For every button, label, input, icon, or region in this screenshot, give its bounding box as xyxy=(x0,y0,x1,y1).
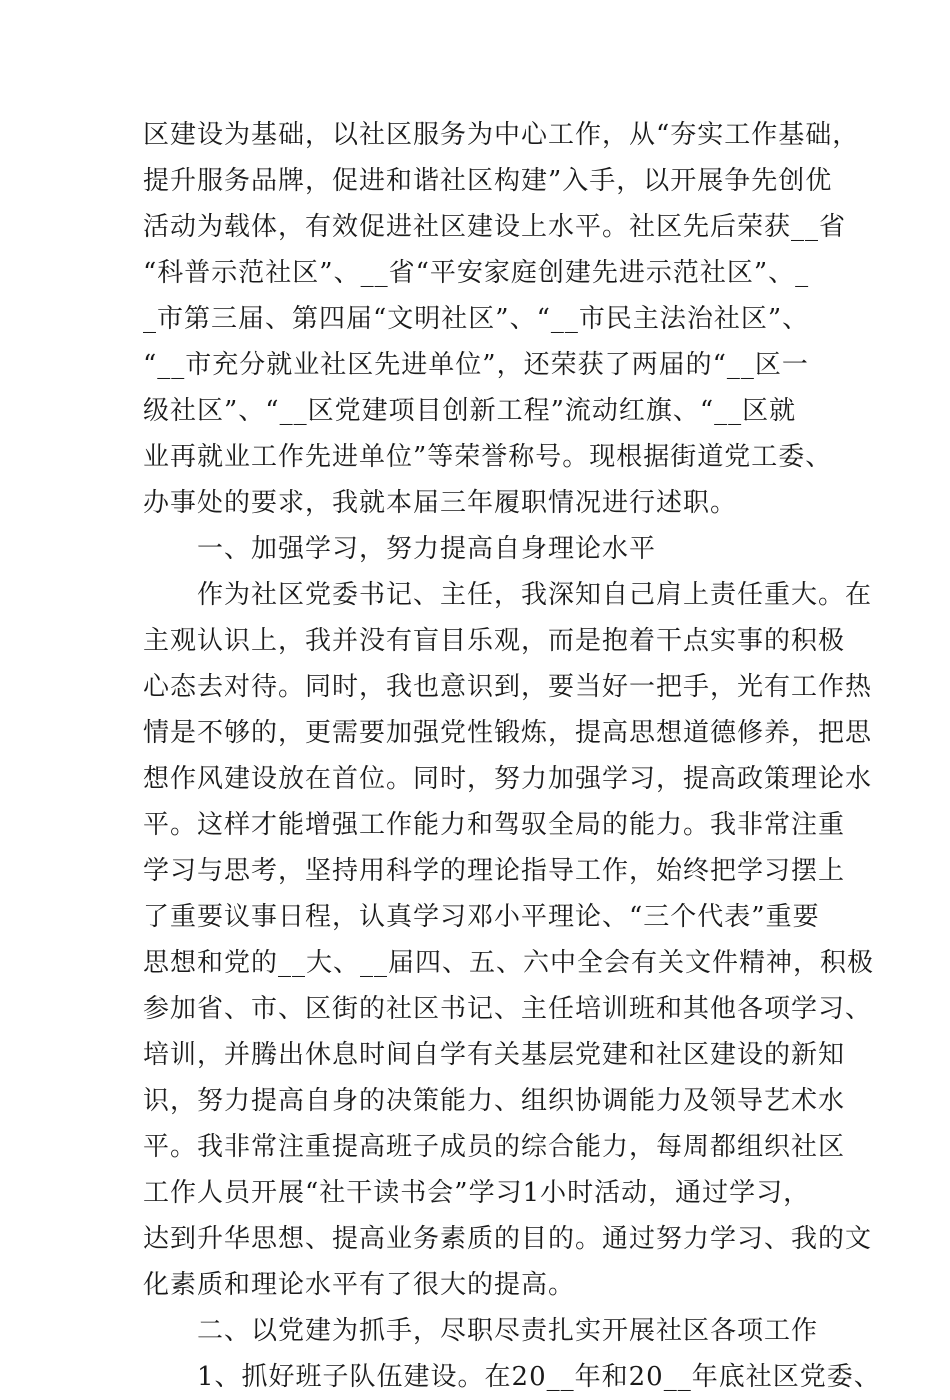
body-line: 参加省、市、区街的社区书记、主任培训班和其他各项学习、 xyxy=(143,994,873,1024)
body-line: 心态去对待。同时，我也意识到，要当好一把手，光有工作热 xyxy=(143,672,873,702)
paragraph-start: 1、抓好班子队伍建设。在20__年和20__年底社区党委、 xyxy=(197,1362,881,1392)
body-line: 培训，并腾出休息时间自学有关基层党建和社区建设的新知 xyxy=(143,1040,846,1070)
document-body xyxy=(143,112,881,1400)
body-line: 达到升华思想、提高业务素质的目的。通过努力学习、我的文 xyxy=(143,1224,873,1254)
paragraph-start: 作为社区党委书记、主任，我深知自己肩上责任重大。在 xyxy=(197,580,873,610)
body-line: “__市充分就业社区先进单位”，还荣获了两届的“__区一 xyxy=(143,350,809,380)
body-line: 区建设为基础，以社区服务为中心工作，从“夯实工作基础， xyxy=(143,120,860,150)
body-line: 平。这样才能增强工作能力和驾驭全局的能力。我非常注重 xyxy=(143,810,846,840)
body-line: 办事处的要求，我就本届三年履职情况进行述职。 xyxy=(143,488,738,518)
body-line: 学习与思考，坚持用科学的理论指导工作，始终把学习摆上 xyxy=(143,856,846,886)
body-line: 了重要议事日程，认真学习邓小平理论、“三个代表”重要 xyxy=(143,902,820,932)
section-heading-2: 二、以党建为抓手，尽职尽责扎实开展社区各项工作 xyxy=(197,1316,819,1346)
body-line: 想作风建设放在首位。同时，努力加强学习，提高政策理论水 xyxy=(143,764,873,794)
body-line: 主观认识上，我并没有盲目乐观，而是抱着干点实事的积极 xyxy=(143,626,846,656)
body-line: 情是不够的，更需要加强党性锻炼，提高思想道德修养，把思 xyxy=(143,718,873,748)
body-line: 化素质和理论水平有了很大的提高。 xyxy=(143,1270,576,1300)
section-heading-1: 一、加强学习，努力提高自身理论水平 xyxy=(197,534,657,564)
body-line: 级社区”、“__区党建项目创新工程”流动红旗、“__区就 xyxy=(143,396,797,426)
body-line: 业再就业工作先进单位”等荣誉称号。现根据街道党工委、 xyxy=(143,442,833,472)
body-line: 平。我非常注重提高班子成员的综合能力，每周都组织社区 xyxy=(143,1132,846,1162)
body-line: “科普示范社区”、__省“平安家庭创建先进示范社区”、_ xyxy=(143,258,810,288)
body-line: 提升服务品牌，促进和谐社区构建”入手，以开展争先创优 xyxy=(143,166,833,196)
body-line: 思想和党的__大、__届四、五、六中全会有关文件精神，积极 xyxy=(143,948,875,978)
body-line: 识，努力提高自身的决策能力、组织协调能力及领导艺术水 xyxy=(143,1086,846,1116)
body-line: 活动为载体，有效促进社区建设上水平。社区先后荣获__省 xyxy=(143,212,847,242)
body-line: 工作人员开展“社干读书会”学习1小时活动，通过学习， xyxy=(143,1178,811,1208)
body-line: _市第三届、第四届“文明社区”、“__市民主法治社区”、 xyxy=(143,304,810,334)
